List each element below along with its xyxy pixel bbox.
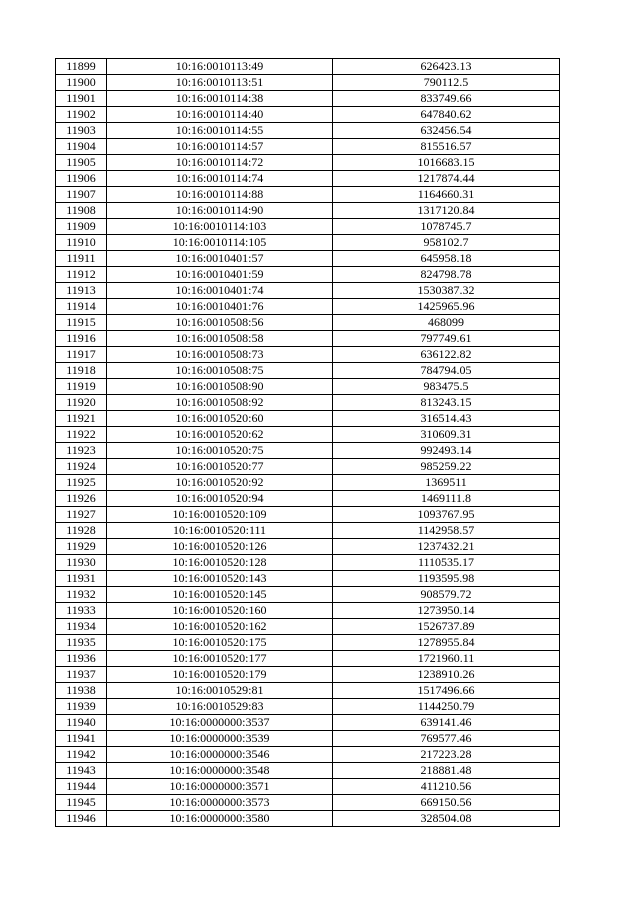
cadastral-number-cell: 10:16:0010520:60 [107,411,333,427]
row-number-cell: 11909 [56,219,107,235]
table-row [56,779,560,795]
table-row [56,811,560,827]
value-cell: 310609.31 [333,427,560,443]
value-cell: 1526737.89 [333,619,560,635]
value-cell: 626423.13 [333,59,560,75]
value-cell: 769577.46 [333,731,560,747]
cadastral-number-cell: 10:16:0010113:49 [107,59,333,75]
value-cell: 1110535.17 [333,555,560,571]
cadastral-number-cell: 10:16:0010520:160 [107,603,333,619]
row-number-cell: 11924 [56,459,107,475]
value-cell: 316514.43 [333,411,560,427]
value-cell: 983475.5 [333,379,560,395]
table-row [56,699,560,715]
value-cell: 1273950.14 [333,603,560,619]
cadastral-number-cell: 10:16:0010529:81 [107,683,333,699]
value-cell: 411210.56 [333,779,560,795]
cadastral-number-cell: 10:16:0010520:62 [107,427,333,443]
value-cell: 992493.14 [333,443,560,459]
row-number-cell: 11900 [56,75,107,91]
table-row [56,507,560,523]
row-number-cell: 11944 [56,779,107,795]
table-row [56,59,560,75]
cadastral-number-cell: 10:16:0010508:58 [107,331,333,347]
table-row [56,651,560,667]
value-cell: 217223.28 [333,747,560,763]
cadastral-number-cell: 10:16:0000000:3548 [107,763,333,779]
table-row [56,395,560,411]
table-row [56,331,560,347]
value-cell: 1317120.84 [333,203,560,219]
row-number-cell: 11902 [56,107,107,123]
value-cell: 1425965.96 [333,299,560,315]
table-row [56,715,560,731]
cadastral-number-cell: 10:16:0010114:57 [107,139,333,155]
row-number-cell: 11919 [56,379,107,395]
cadastral-number-cell: 10:16:0010508:92 [107,395,333,411]
table-row [56,187,560,203]
table-row [56,459,560,475]
value-cell: 1016683.15 [333,155,560,171]
table-row [56,75,560,91]
value-cell: 636122.82 [333,347,560,363]
cadastral-number-cell: 10:16:0010520:175 [107,635,333,651]
row-number-cell: 11930 [56,555,107,571]
table-row [56,475,560,491]
table-row [56,763,560,779]
table-row [56,123,560,139]
row-number-cell: 11943 [56,763,107,779]
cadastral-number-cell: 10:16:0000000:3571 [107,779,333,795]
cadastral-number-cell: 10:16:0010401:57 [107,251,333,267]
row-number-cell: 11904 [56,139,107,155]
value-cell: 790112.5 [333,75,560,91]
row-number-cell: 11903 [56,123,107,139]
cadastral-number-cell: 10:16:0010114:72 [107,155,333,171]
row-number-cell: 11908 [56,203,107,219]
table-row [56,219,560,235]
cadastral-number-cell: 10:16:0010520:126 [107,539,333,555]
table-row [56,443,560,459]
cadastral-number-cell: 10:16:0010401:59 [107,267,333,283]
value-cell: 328504.08 [333,811,560,827]
table-row [56,155,560,171]
table-row [56,523,560,539]
value-cell: 1469111.8 [333,491,560,507]
row-number-cell: 11927 [56,507,107,523]
cadastral-number-cell: 10:16:0010520:109 [107,507,333,523]
row-number-cell: 11936 [56,651,107,667]
value-cell: 1721960.11 [333,651,560,667]
cadastral-number-cell: 10:16:0010114:90 [107,203,333,219]
table-row [56,379,560,395]
cadastral-value-table [55,58,560,827]
value-cell: 1278955.84 [333,635,560,651]
table-row [56,139,560,155]
table-row [56,683,560,699]
table-row [56,603,560,619]
table-row [56,107,560,123]
value-cell: 958102.7 [333,235,560,251]
row-number-cell: 11933 [56,603,107,619]
value-cell: 647840.62 [333,107,560,123]
value-cell: 669150.56 [333,795,560,811]
cadastral-number-cell: 10:16:0010508:56 [107,315,333,331]
row-number-cell: 11913 [56,283,107,299]
cadastral-number-cell: 10:16:0010520:111 [107,523,333,539]
row-number-cell: 11940 [56,715,107,731]
cadastral-number-cell: 10:16:0010520:92 [107,475,333,491]
row-number-cell: 11910 [56,235,107,251]
cadastral-number-cell: 10:16:0010520:162 [107,619,333,635]
row-number-cell: 11929 [56,539,107,555]
table-row [56,555,560,571]
cadastral-number-cell: 10:16:0010114:105 [107,235,333,251]
value-cell: 639141.46 [333,715,560,731]
table-row [56,427,560,443]
row-number-cell: 11925 [56,475,107,491]
value-cell: 645958.18 [333,251,560,267]
row-number-cell: 11922 [56,427,107,443]
row-number-cell: 11937 [56,667,107,683]
table-row [56,635,560,651]
cadastral-number-cell: 10:16:0000000:3546 [107,747,333,763]
cadastral-number-cell: 10:16:0010520:94 [107,491,333,507]
row-number-cell: 11912 [56,267,107,283]
table-row [56,491,560,507]
cadastral-number-cell: 10:16:0010508:75 [107,363,333,379]
cadastral-number-cell: 10:16:0010401:74 [107,283,333,299]
table-row [56,731,560,747]
row-number-cell: 11942 [56,747,107,763]
table-body [56,59,560,827]
row-number-cell: 11934 [56,619,107,635]
table-row [56,171,560,187]
row-number-cell: 11941 [56,731,107,747]
value-cell: 1093767.95 [333,507,560,523]
value-cell: 824798.78 [333,267,560,283]
table-row [56,91,560,107]
table-row [56,619,560,635]
value-cell: 985259.22 [333,459,560,475]
row-number-cell: 11917 [56,347,107,363]
table-row [56,235,560,251]
table-row [56,283,560,299]
cadastral-number-cell: 10:16:0010114:103 [107,219,333,235]
row-number-cell: 11926 [56,491,107,507]
cadastral-number-cell: 10:16:0010114:74 [107,171,333,187]
cadastral-number-cell: 10:16:0010520:177 [107,651,333,667]
table-row [56,251,560,267]
value-cell: 784794.05 [333,363,560,379]
row-number-cell: 11916 [56,331,107,347]
row-number-cell: 11901 [56,91,107,107]
value-cell: 1369511 [333,475,560,491]
table-row [56,363,560,379]
table-row [56,795,560,811]
cadastral-number-cell: 10:16:0010114:55 [107,123,333,139]
cadastral-number-cell: 10:16:0010508:90 [107,379,333,395]
cadastral-number-cell: 10:16:0010114:38 [107,91,333,107]
value-cell: 815516.57 [333,139,560,155]
row-number-cell: 11931 [56,571,107,587]
table-row [56,539,560,555]
row-number-cell: 11928 [56,523,107,539]
cadastral-number-cell: 10:16:0010520:77 [107,459,333,475]
value-cell: 1217874.44 [333,171,560,187]
cadastral-number-cell: 10:16:0010529:83 [107,699,333,715]
row-number-cell: 11946 [56,811,107,827]
row-number-cell: 11945 [56,795,107,811]
value-cell: 833749.66 [333,91,560,107]
value-cell: 1517496.66 [333,683,560,699]
table-row [56,267,560,283]
table-row [56,571,560,587]
row-number-cell: 11920 [56,395,107,411]
row-number-cell: 11907 [56,187,107,203]
value-cell: 813243.15 [333,395,560,411]
value-cell: 1164660.31 [333,187,560,203]
cadastral-number-cell: 10:16:0010113:51 [107,75,333,91]
cadastral-number-cell: 10:16:0010114:88 [107,187,333,203]
value-cell: 1238910.26 [333,667,560,683]
cadastral-number-cell: 10:16:0010508:73 [107,347,333,363]
value-cell: 1078745.7 [333,219,560,235]
cadastral-number-cell: 10:16:0010401:76 [107,299,333,315]
row-number-cell: 11938 [56,683,107,699]
table-row [56,747,560,763]
cadastral-number-cell: 10:16:0000000:3539 [107,731,333,747]
row-number-cell: 11918 [56,363,107,379]
row-number-cell: 11911 [56,251,107,267]
table-row [56,203,560,219]
cadastral-number-cell: 10:16:0010520:179 [107,667,333,683]
table-row [56,347,560,363]
value-cell: 468099 [333,315,560,331]
row-number-cell: 11932 [56,587,107,603]
value-cell: 632456.54 [333,123,560,139]
table-row [56,587,560,603]
cadastral-number-cell: 10:16:0000000:3573 [107,795,333,811]
row-number-cell: 11906 [56,171,107,187]
row-number-cell: 11905 [56,155,107,171]
cadastral-number-cell: 10:16:0010520:143 [107,571,333,587]
row-number-cell: 11939 [56,699,107,715]
table-row [56,299,560,315]
value-cell: 908579.72 [333,587,560,603]
value-cell: 1237432.21 [333,539,560,555]
cadastral-number-cell: 10:16:0010520:145 [107,587,333,603]
cadastral-number-cell: 10:16:0000000:3537 [107,715,333,731]
table-row [56,315,560,331]
table-row [56,667,560,683]
row-number-cell: 11914 [56,299,107,315]
row-number-cell: 11915 [56,315,107,331]
table-row [56,411,560,427]
value-cell: 218881.48 [333,763,560,779]
row-number-cell: 11899 [56,59,107,75]
value-cell: 1142958.57 [333,523,560,539]
cadastral-number-cell: 10:16:0010520:128 [107,555,333,571]
cadastral-number-cell: 10:16:0000000:3580 [107,811,333,827]
value-cell: 1144250.79 [333,699,560,715]
row-number-cell: 11921 [56,411,107,427]
cadastral-number-cell: 10:16:0010114:40 [107,107,333,123]
row-number-cell: 11923 [56,443,107,459]
value-cell: 797749.61 [333,331,560,347]
cadastral-number-cell: 10:16:0010520:75 [107,443,333,459]
value-cell: 1530387.32 [333,283,560,299]
row-number-cell: 11935 [56,635,107,651]
value-cell: 1193595.98 [333,571,560,587]
